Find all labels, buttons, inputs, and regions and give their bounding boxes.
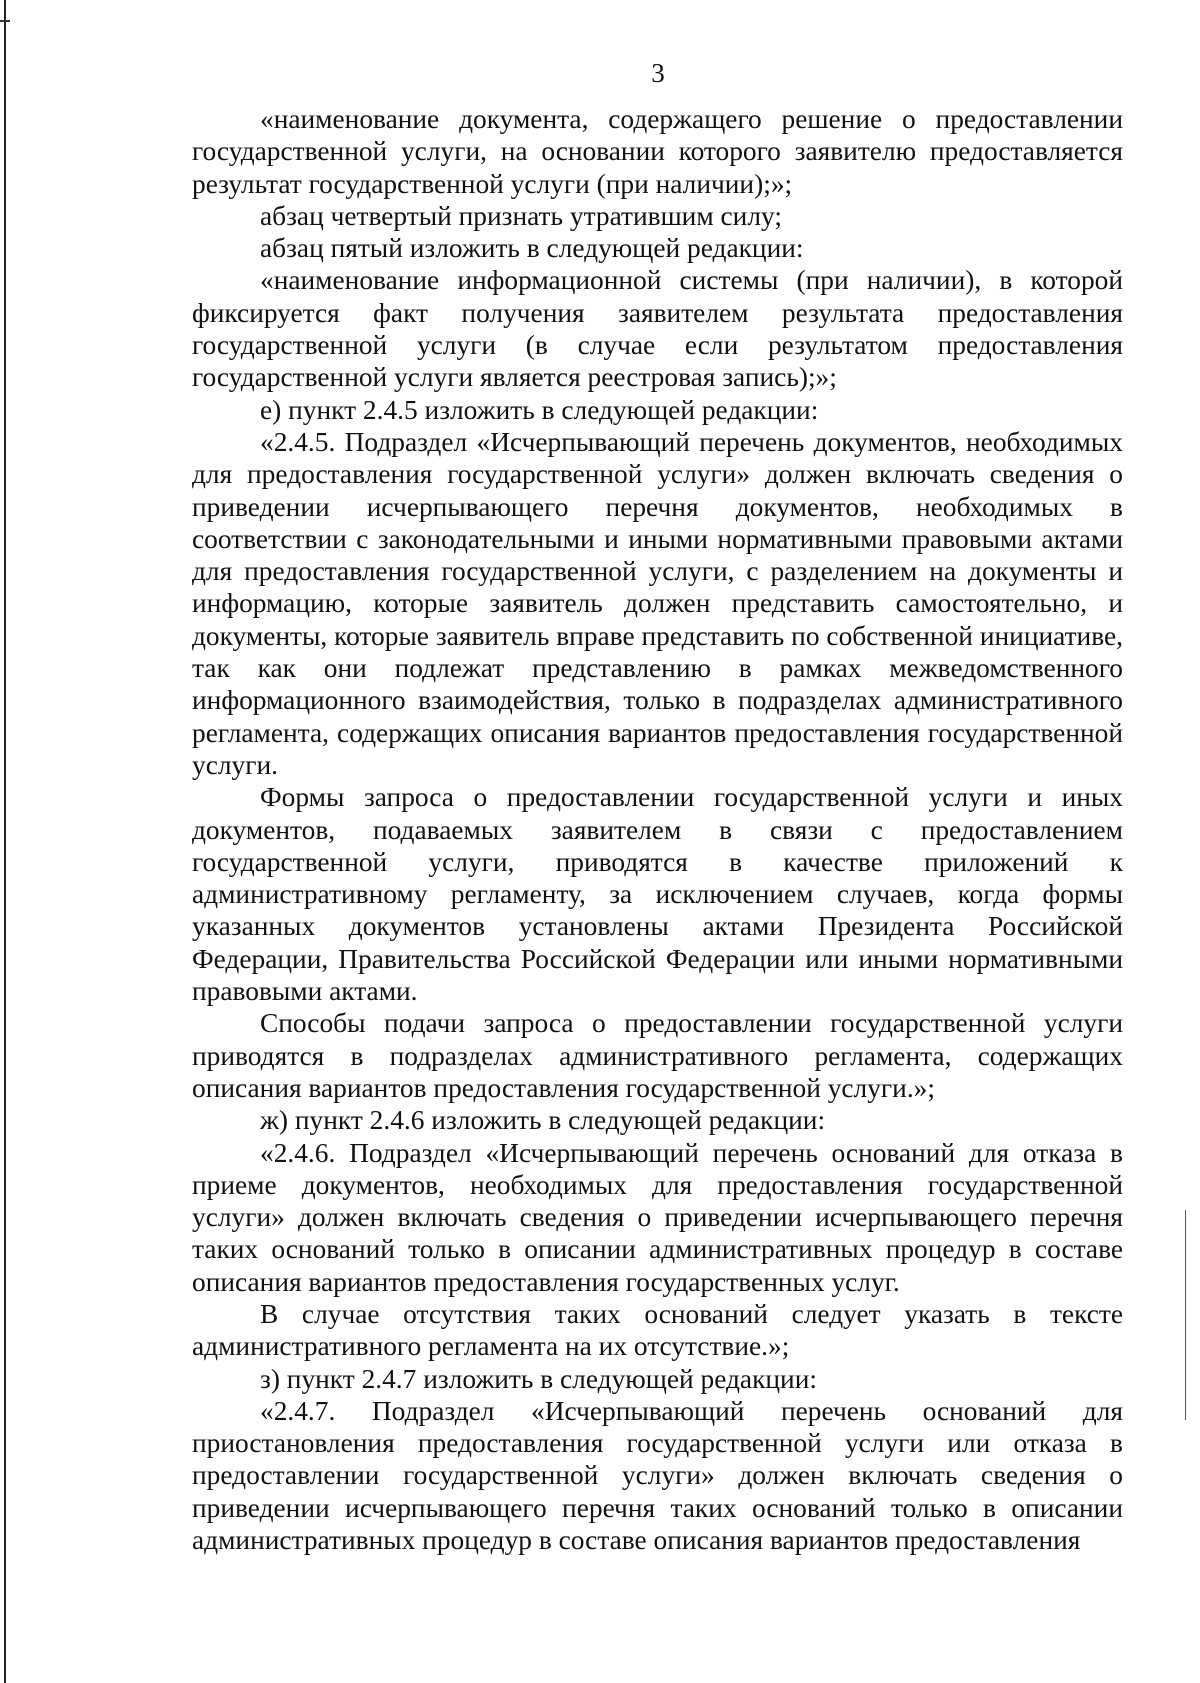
document-body xyxy=(192,103,1123,1556)
paragraph: В случае отсутствия таких оснований следует указать в тексте административного регламента на их отсутствие.»; xyxy=(192,1298,1123,1362)
paragraph: з) пункт 2.4.7 изложить в следующей редакции: xyxy=(260,1363,817,1394)
scan-edge-line xyxy=(4,0,6,1683)
paragraph: абзац пятый изложить в следующей редакции: xyxy=(260,233,804,264)
paragraph: «2.4.7. Подраздел «Исчерпывающий перечень оснований для приостановления предоставления государственной услуги или отказа в предоставлении государственной услуги» должен включать сведения о приведении исчерпывающего перечня таких оснований только в описании административных процедур в составе описания вариантов предоставления xyxy=(192,1395,1123,1556)
paragraph: Способы подачи запроса о предоставлении государственной услуги приводятся в подразделах административного регламента, содержащих описания вариантов предоставления государственной услуги.»; xyxy=(192,1008,1123,1103)
paragraph: ж) пункт 2.4.6 изложить в следующей редакции: xyxy=(260,1105,826,1136)
page-number: 3 xyxy=(651,58,665,88)
paragraph: е) пункт 2.4.5 изложить в следующей редакции: xyxy=(260,394,819,425)
scan-edge-mark xyxy=(1185,1210,1186,1420)
paragraph: «2.4.5. Подраздел «Исчерпывающий перечень документов, необходимых для предоставления государственной услуги» должен включать сведения о приведении исчерпывающего перечня документов, необходимых в соответствии с законодательными и иными нормативными правовыми актами для предоставления государственной услуги, с разделением на документы и информацию, которые заявитель должен представить самостоятельно, и документы, которые заявитель вправе представить по собственной инициативе, так как они подлежат представлению в рамках межведомственного информационного взаимодействия, только в подразделах административного регламента, содержащих описания вариантов предоставления государственной услуги. xyxy=(192,426,1123,780)
paragraph: «наименование информационной системы (при наличии), в которой фиксируется факт получения заявителем результата предоставления государственной услуги (в случае если результатом предоставления государственной услуги является реестровая запись);»; xyxy=(192,265,1123,393)
paragraph: абзац четвертый признать утратившим силу; xyxy=(260,200,782,231)
paragraph: «2.4.6. Подраздел «Исчерпывающий перечень оснований для отказа в приеме документов, необходимых для предоставления государственной услуги» должен включать сведения о приведении исчерпывающего перечня таких оснований только в описании административных процедур в составе описания вариантов предоставления государственных услуг. xyxy=(192,1137,1123,1297)
scan-edge-corner xyxy=(0,20,10,22)
paragraph: Формы запроса о предоставлении государственной услуги и иных документов, подаваемых заявителем в связи с предоставлением государственной услуги, приводятся в качестве приложений к административному регламенту, за исключением случаев, когда формы указанных документов установлены актами Президента Российской Федерации, Правительства Российской Федерации или иными нормативными правовыми актами. xyxy=(192,782,1123,1007)
paragraph: «наименование документа, содержащего решение о предоставлении государственной услуги, на основании которого заявителю предоставляется результат государственной услуги (при наличии);»; xyxy=(192,104,1123,199)
